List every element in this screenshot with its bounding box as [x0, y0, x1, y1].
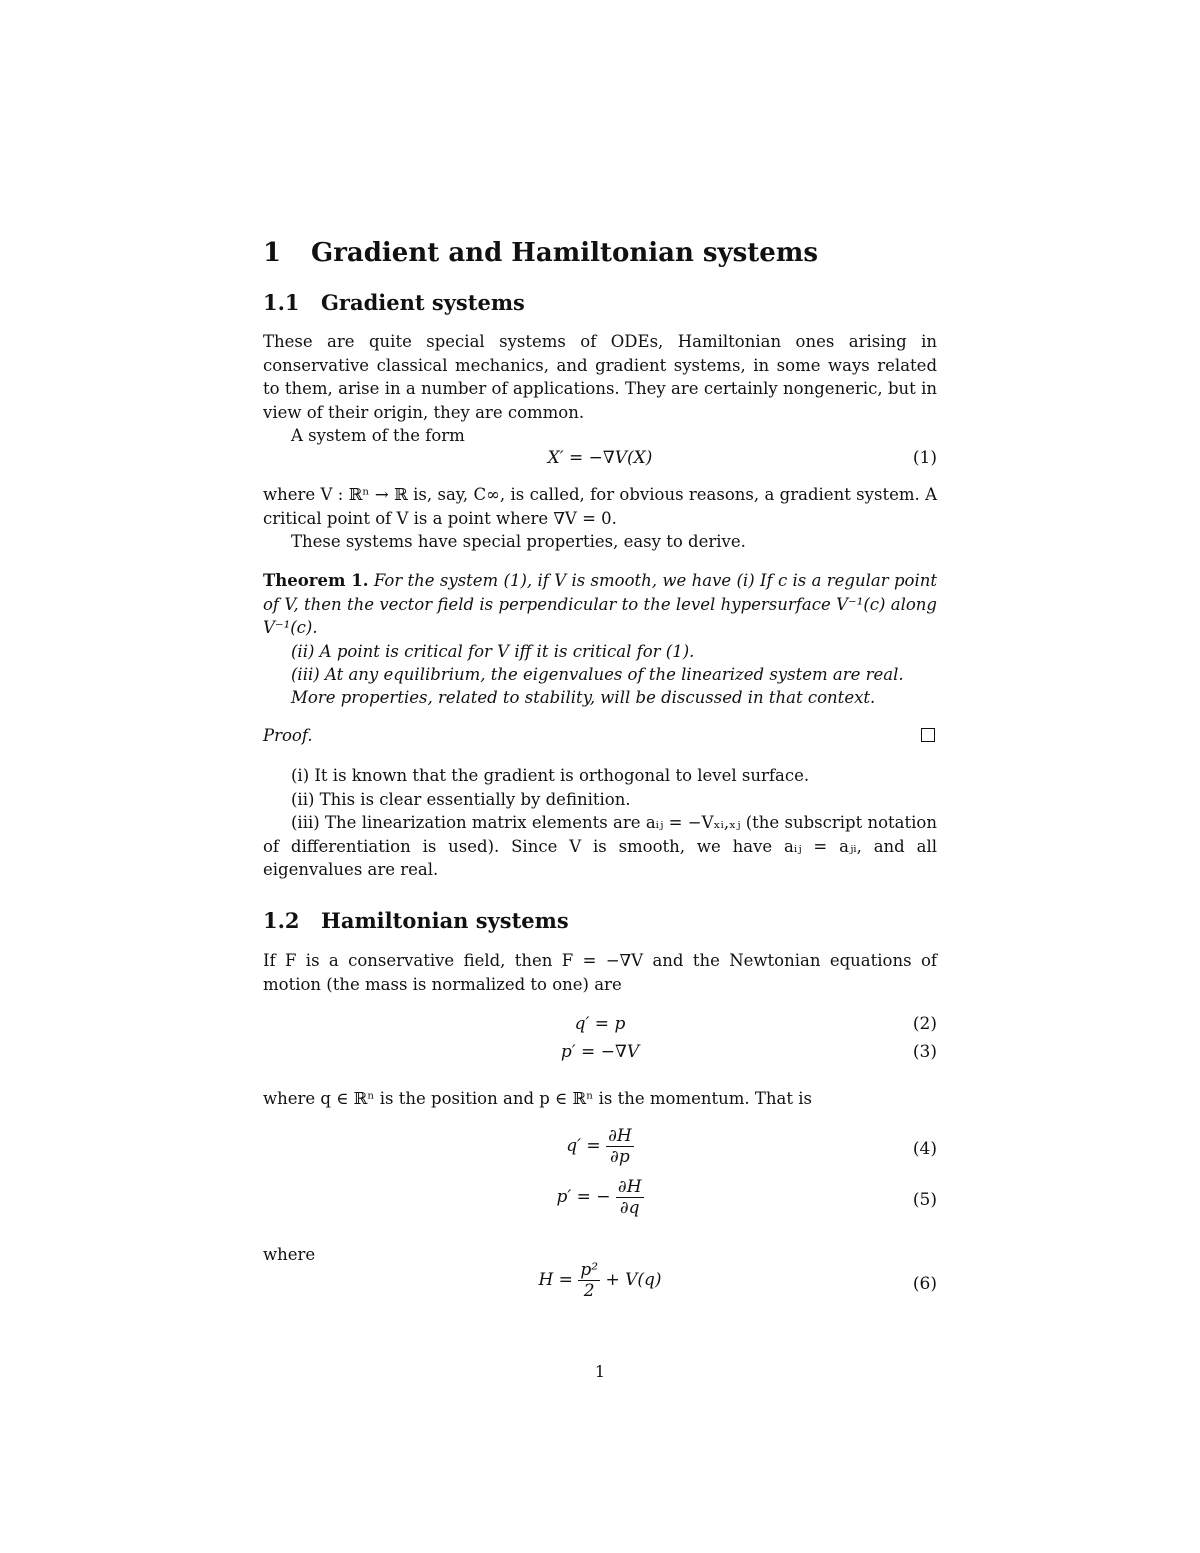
qed-square-icon: [921, 728, 935, 742]
subsection-title: Gradient systems: [321, 290, 525, 315]
equation-2-math: q′ = p: [574, 1014, 626, 1034]
equation-5-lhs: p′ = −: [556, 1187, 611, 1207]
subsection-title: Hamiltonian systems: [321, 908, 569, 933]
equation-6-lhs: H =: [538, 1270, 573, 1290]
equation-4-number: (4): [912, 1139, 937, 1159]
page-number: 1: [594, 1362, 606, 1381]
equation-5-number: (5): [912, 1190, 937, 1210]
equation-6-number: (6): [912, 1274, 937, 1294]
equation-5: [263, 1177, 937, 1225]
theorem-statement-ii: (ii) A point is critical for V iff it is critical for (1).: [291, 642, 695, 661]
equation-3: [263, 1042, 937, 1068]
proof-item-i: (i) It is known that the gradient is orthogonal to level surface.: [291, 766, 810, 785]
paragraph-properties: These systems have special properties, easy to derive.: [291, 532, 746, 551]
theorem-statement-iii: (iii) At any equilibrium, the eigenvalues of the linearized system are real.: [291, 665, 904, 684]
equation-5-fraction: $\frac{\partial H}{\partial q}$: [617, 1177, 642, 1218]
theorem-label: Theorem 1.: [263, 571, 369, 590]
paragraph-position-momentum: where q ∈ ℝⁿ is the position and p ∈ ℝⁿ is the momentum. That is: [263, 1089, 812, 1108]
proof-item-iii: (iii) The linearization matrix elements are aᵢⱼ = −Vₓᵢ,ₓⱼ (the subscript notation of differentiation is used). Since V is smooth, we have aᵢⱼ = aⱼᵢ, and all eigenvalues are real.: [263, 813, 937, 880]
paragraph-gradient-definition: where V : ℝⁿ → ℝ is, say, C∞, is called, for obvious reasons, a gradient system. A critical point of V is a point where ∇V = 0.: [263, 485, 937, 528]
section-number: 1: [263, 238, 282, 268]
equation-6-rhs: + V(q): [605, 1270, 662, 1290]
equation-3-math: p′ = −∇V: [560, 1042, 640, 1062]
equation-1-number: (1): [912, 448, 937, 468]
theorem-remark: More properties, related to stability, will be discussed in that context.: [291, 688, 876, 707]
proof-label: Proof.: [263, 726, 313, 745]
equation-3-number: (3): [912, 1042, 937, 1062]
paragraph-conservative-field: If F is a conservative field, then F = −∇V and the Newtonian equations of motion (the mass is normalized to one) are: [263, 951, 937, 994]
paragraph-system-form: A system of the form: [291, 426, 465, 445]
theorem-statement-i: For the system (1), if V is smooth, we have (i) If c is a regular point of V, then the vector field is perpendicular to the level hypersurface V⁻¹(c) along V⁻¹(c).: [263, 571, 937, 638]
equation-6: [263, 1260, 937, 1310]
equation-4-lhs: q′ =: [566, 1136, 601, 1156]
theorem-1: [263, 569, 937, 640]
subsection-number: 1.1: [263, 290, 300, 315]
equation-1-math: X′ = −∇V(X): [547, 448, 653, 468]
paragraph-intro: These are quite special systems of ODEs, Hamiltonian ones arising in conservative classical mechanics, and gradient systems, in some ways related to them, arise in a number of applications. They are certainly nongeneric, but in view of their origin, they are common.: [263, 332, 937, 422]
subsection-heading-gradient: [263, 290, 937, 315]
equation-4: [263, 1126, 937, 1174]
equation-1: [263, 448, 937, 474]
proof-item-ii: (ii) This is clear essentially by definition.: [291, 790, 631, 809]
section-title: Gradient and Hamiltonian systems: [311, 238, 818, 268]
subsection-number: 1.2: [263, 908, 300, 933]
equation-4-fraction: $\frac{\partial H}{\partial p}$: [608, 1126, 632, 1167]
subsection-heading-hamiltonian: [263, 908, 937, 933]
equation-6-fraction: $\frac{\text{p²}}{2}$: [580, 1260, 599, 1301]
equation-2-number: (2): [912, 1014, 937, 1034]
proof-heading: [263, 724, 937, 748]
section-heading: [263, 238, 937, 268]
paragraph-where: where: [263, 1245, 316, 1264]
equation-2: [263, 1014, 937, 1040]
